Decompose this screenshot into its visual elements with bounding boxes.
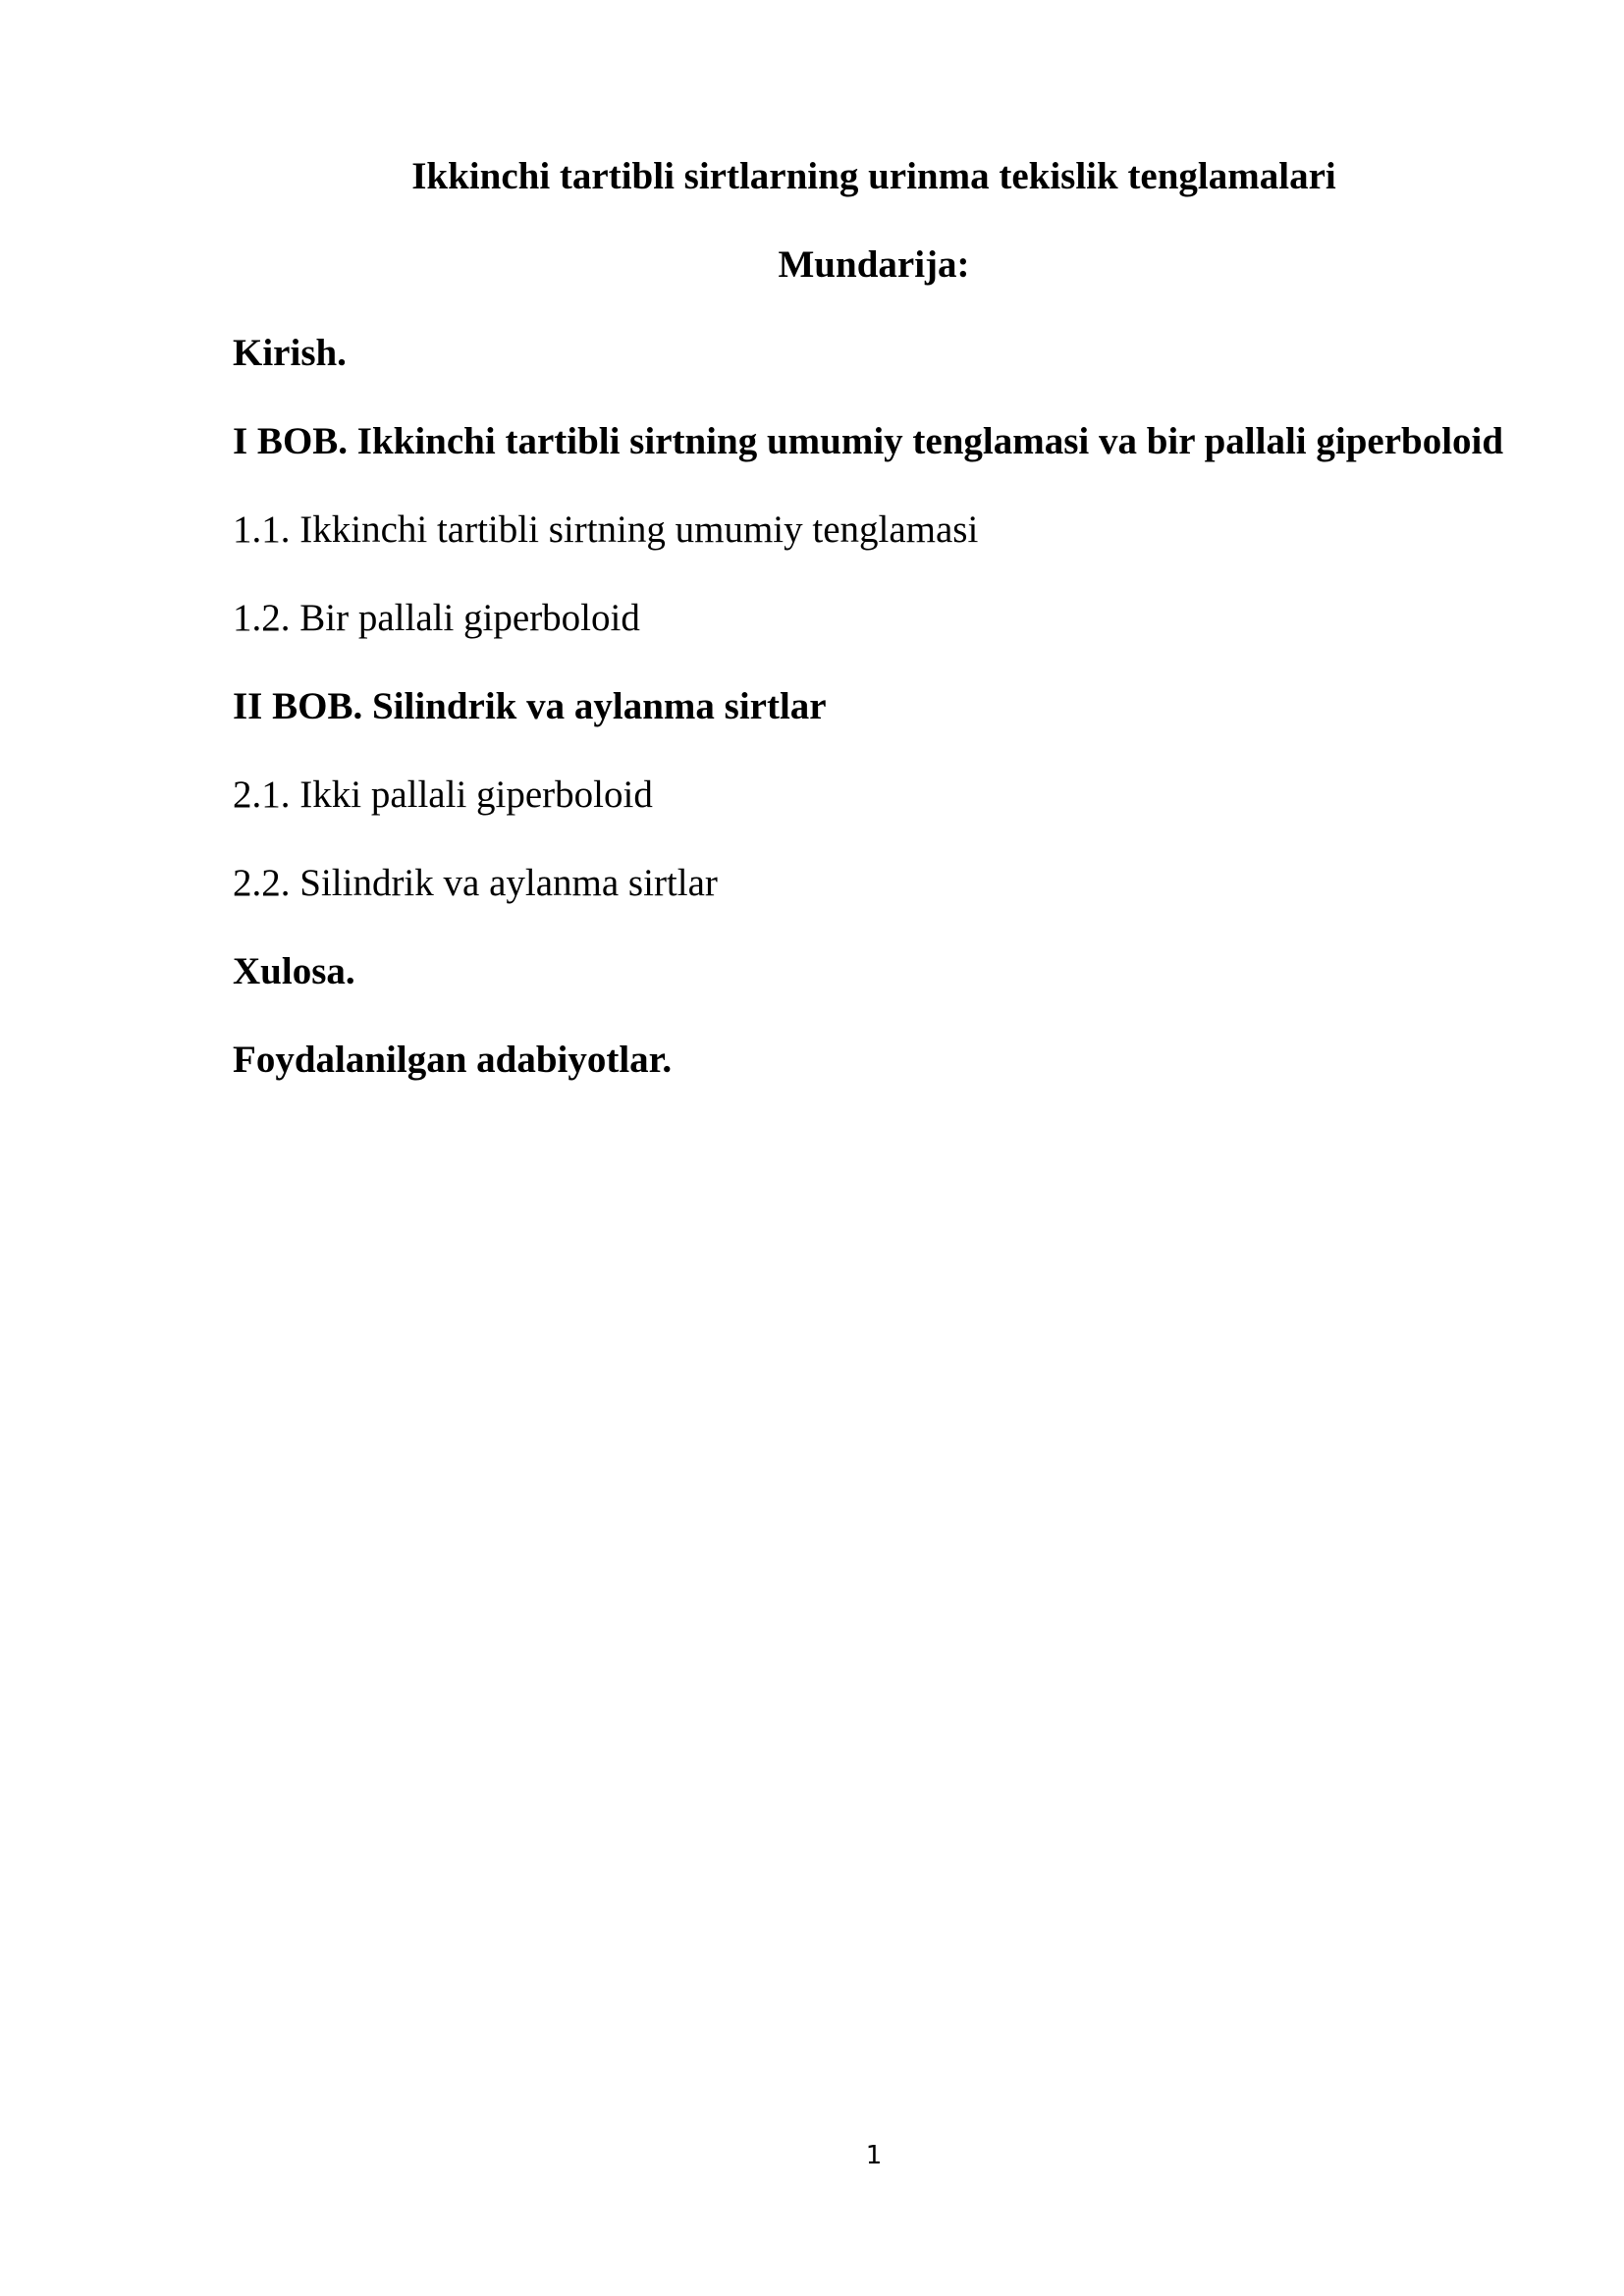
toc-item-introduction: Kirish. — [233, 332, 347, 374]
toc-item-references: Foydalanilgan adabiyotlar. — [233, 1039, 673, 1081]
toc-item-section-1-2: 1.2. Bir pallali giperboloid — [233, 597, 640, 639]
page-number: 1 — [865, 2141, 883, 2170]
toc-heading: Mundarija: — [778, 243, 970, 286]
toc-item-section-1-1: 1.1. Ikkinchi tartibli sirtning umumiy tenglamasi — [233, 508, 979, 551]
document-title: Ikkinchi tartibli sirtlarning urinma tekislik tenglamalari — [411, 155, 1336, 197]
toc-item-conclusion: Xulosa. — [233, 950, 355, 992]
table-of-contents — [233, 328, 1539, 1123]
toc-item-chapter-1: I BOB. Ikkinchi tartibli sirtning umumiy tenglamasi va bir pallali giperboloid — [233, 420, 1504, 462]
toc-item-section-2-2: 2.2. Silindrik va aylanma sirtlar — [233, 862, 718, 904]
toc-item-chapter-2: II BOB. Silindrik va aylanma sirtlar — [233, 685, 827, 727]
toc-item-section-2-1: 2.1. Ikki pallali giperboloid — [233, 774, 653, 816]
